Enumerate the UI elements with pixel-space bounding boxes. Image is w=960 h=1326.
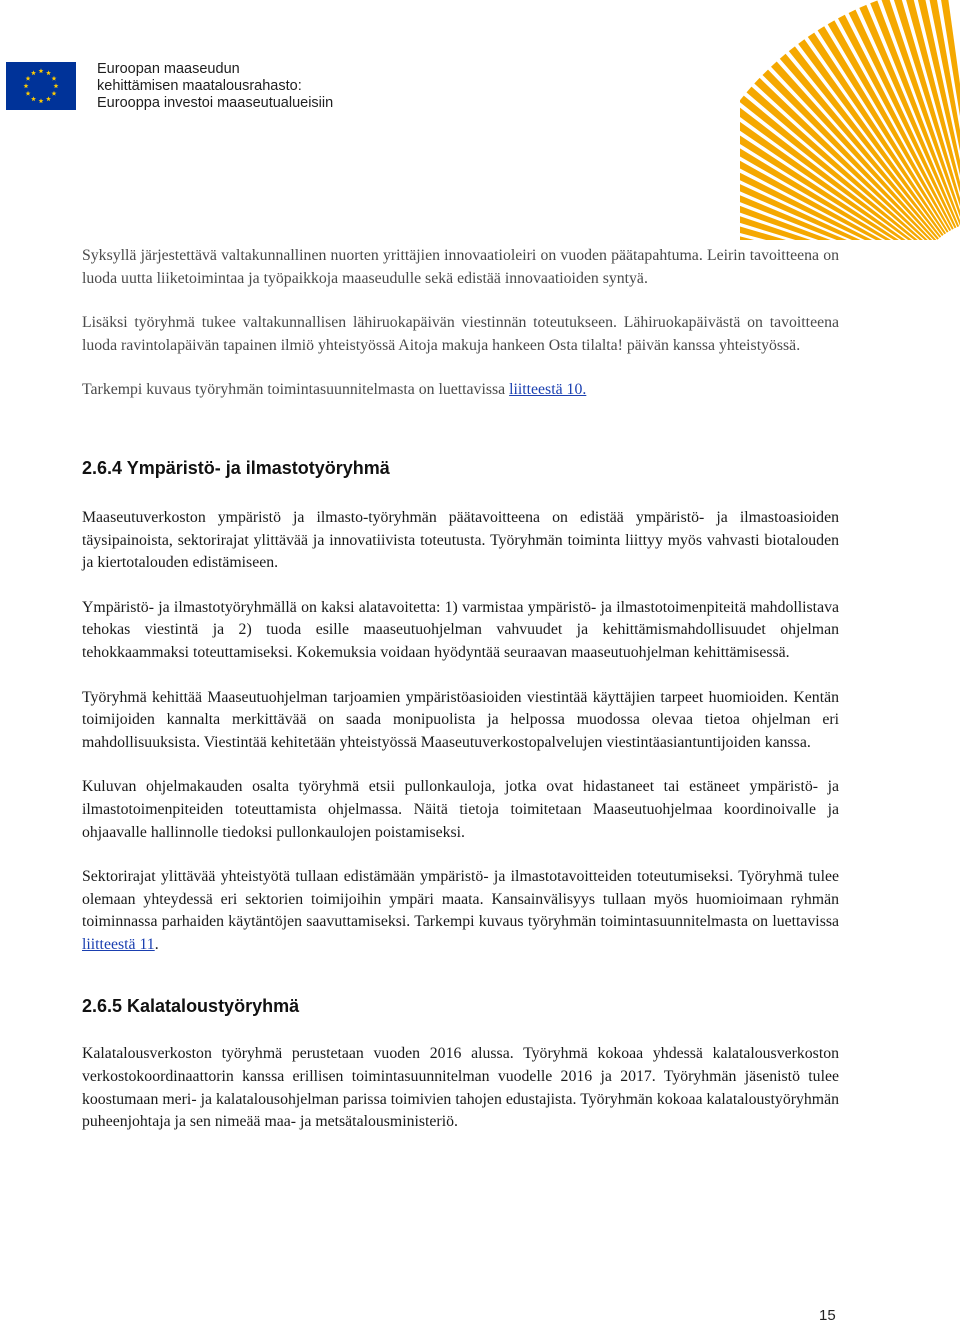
paragraph-fisheries-group: Kalatalousverkoston työryhmä perustetaan vuoden 2016 alussa. Työryhmä kokoaa yhdessä kalatalousverkoston verkostokoordinaattorin kanssa erillisen toimintasuunnitelman vuodelle 2016 ja 2017. Työryhmän jäsenistö tulee koostumaan meri- ja kalatalousohjelman parissa toimivien tahojen edustajista. Työryhmän kokoaa kalataloustyöryhmän puheenjohtaja ja sen nimeää maa- ja metsätalousministeriö. — [82, 1045, 839, 1131]
appendix-10-link[interactable]: liitteestä 10. — [509, 381, 587, 399]
paragraph-env-bottlenecks: Kuluvan ohjelmakauden osalta työryhmä etsii pullonkauloja, jotka ovat hidastaneet tai estäneet ympäristö- ja ilmastotoimenpiteiden toteuttamista ohjelmassa. Näitä tietoja toimitetaan Maaseutuohjelmaa koordinoivalle ja ohjaavalle hallinnolle tiedoksi pullonkaulojen poistamiseksi. — [82, 778, 839, 841]
paragraph-appendix-10 — [82, 379, 839, 402]
paragraph-local-food-day: Lisäksi työryhmä tukee valtakunnallisen lähiruokapäivän viestinnän toteutukseen. Lähiruokapäivästä on tavoitteena luoda ravintolapäivän tapainen ilmiö yhteistyössä Aitoja makuja hankeen Osta tilalta! päivän kanssa yhteistyössä. — [82, 314, 839, 354]
rural-network-sun-logo-icon — [740, 0, 960, 240]
logo-line-1: Euroopan maaseudun — [97, 61, 240, 77]
appendix-11-link[interactable]: liitteestä 11 — [82, 935, 155, 953]
heading-2-6-5: 2.6.5 Kalataloustyöryhmä — [82, 996, 300, 1017]
main-content — [82, 245, 839, 1134]
paragraph-env-subgoals: Ympäristö- ja ilmastotyöryhmällä on kaksi alatavoitetta: 1) varmistaa ympäristö- ja ilmastotoimenpiteitä mahdollistava tehokas viestintä ja 2) tuoda esille maaseutuohjelman vahvuudet ja kehittämismahdollisuudet ohjelman tehokkaammaksi toteuttamiseksi. Kokemuksia voidaan hyödyntää seuraavan maaseutuohjelman kehittämisessä. — [82, 598, 839, 661]
cooperation-text: Sektorirajat ylittävää yhteistyötä tullaan edistämään ympäristö- ja ilmastotavoitteiden toteutumiseksi. Työryhmä tulee olemaan yhteydessä eri sektorien toimijoihin ympäri maata. Kansainvälisyys tullaan myös huomioimaan ryhmän toiminnassa parhaiden käytäntöjen saavuttamiseksi. Tarkempi kuvaus työryhmän toimintasuunnitelmasta on luettavissa — [82, 868, 839, 931]
paragraph-innovation-camp: Syksyllä järjestettävä valtakunnallinen nuorten yrittäjien innovaatioleiri on vuoden päätapahtuma. Leirin tavoitteena on luoda uutta liiketoimintaa ja työpaikkoja maaseudulle sekä edistää innovaatioiden syntyä. — [82, 247, 839, 287]
logo-line-3: Eurooppa investoi maaseutualueisiin — [97, 95, 334, 111]
heading-2-6-4: 2.6.4 Ympäristö- ja ilmastotyöryhmä — [82, 457, 390, 478]
paragraph-env-communication: Työryhmä kehittää Maaseutuohjelman tarjoamien ympäristöasioiden viestintää käyttäjien tarpeet huomioiden. Kentän toimijoiden kannalta merkittävää on saada monipuolista ja helpossa muodossa olevaa tietoa ohjelman eri mahdollisuuksista. Viestintää kehitetään yhteistyössä Maaseutuverkostopalvelujen viestintäasiantuntijoiden kanssa. — [82, 688, 839, 751]
paragraph-env-cooperation — [82, 866, 839, 956]
page-number: 15 — [819, 1307, 836, 1324]
paragraph-env-goal: Maaseutuverkoston ympäristö ja ilmasto-työryhmän päätavoitteena on edistää ympäristö- ja ilmastoasioiden täysipainoista, sektorirajat ylittävää ja innovatiivista toteutusta. Työryhmän toiminta liittyy myös vahvasti biotalouden ja kiertotalouden edistämiseen. — [82, 508, 839, 572]
appendix-10-text: Tarkempi kuvaus työryhmän toimintasuunnitelmasta on luettavissa — [82, 381, 510, 399]
logo-line-2: kehittämisen maatalousrahasto: — [97, 78, 302, 94]
page-header — [0, 0, 960, 240]
eafrd-logo-text — [97, 61, 333, 112]
cooperation-end: . — [154, 935, 159, 953]
eu-flag-icon — [6, 62, 76, 110]
